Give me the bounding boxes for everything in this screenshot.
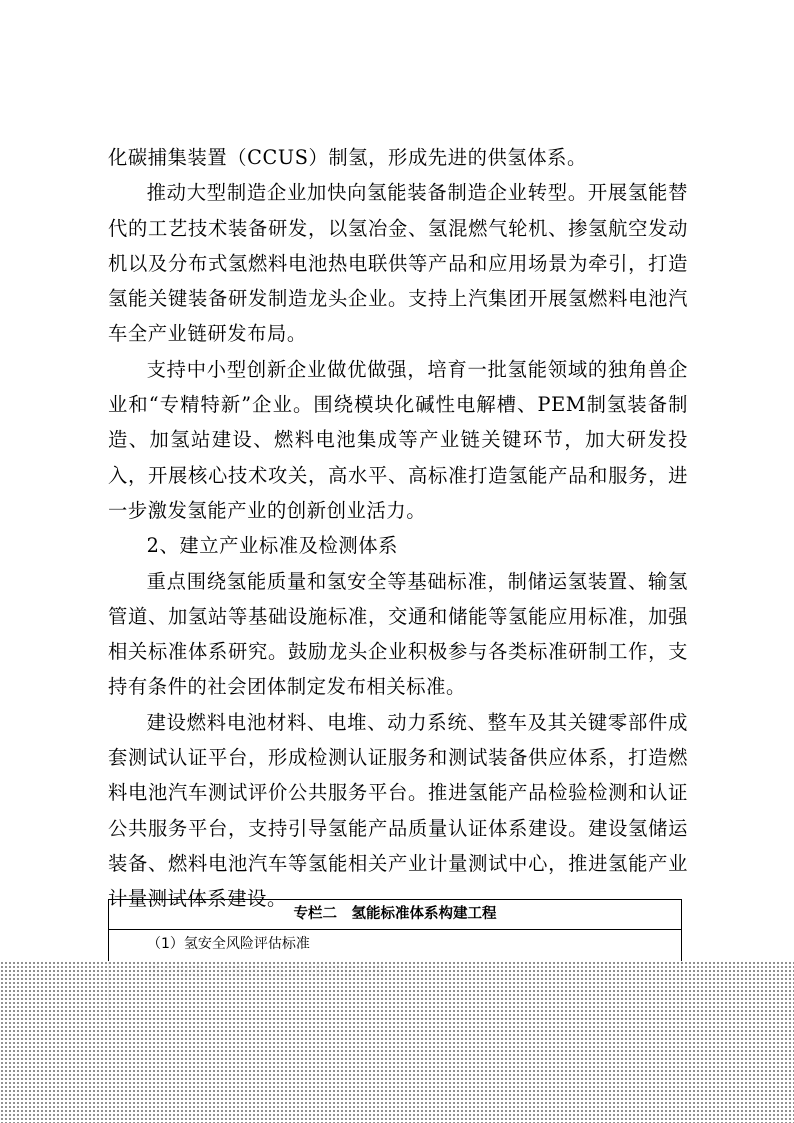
paragraph: 推动大型制造企业加快向氢能装备制造企业转型。开展氢能替代的工艺技术装备研发，以氢冶金、氢混燃气轮机、掺氢航空发动机以及分布式氢燃料电池热电联供等产品和应用场景为牵引，打造氢能关键装备研发制造龙头企业。支持上汽集团开展氢燃料电池汽车全产业链研发布局。: [108, 181, 688, 346]
body-text: [108, 140, 688, 917]
paragraph-continuation: 化碳捕集装置（CCUS）制氢，形成先进的供氢体系。: [108, 146, 587, 169]
section-heading: 2、建立产业标准及检测体系: [146, 534, 399, 558]
box-item: （1）氢安全风险评估标准: [147, 936, 310, 952]
paragraph: 支持中小型创新企业做优做强，培育一批氢能领域的独角兽企业和“专精特新”企业。围绕模块化碱性电解槽、PEM制氢装备制造、加氢站建设、燃料电池集成等产业链关键环节，加大研发投入，开展核心技术攻关，高水平、高标准打造氢能产品和服务，进一步激发氢能产业的创新创业活力。: [108, 357, 688, 522]
box-title: 专栏二 氢能标准体系构建工程: [109, 900, 681, 930]
paragraph: 重点围绕氢能质量和氢安全等基础标准，制储运氢装置、输氢管道、加氢站等基础设施标准，交通和储能等氢能应用标准，加强相关标准体系研究。鼓励龙头企业积极参与各类标准研制工作，支持有条件的社会团体制定发布相关标准。: [108, 569, 688, 699]
dotted-overlay: [0, 961, 794, 1123]
paragraph: 建设燃料电池材料、电堆、动力系统、整车及其关键零部件成套测试认证平台，形成检测认证服务和测试装备供应体系，打造燃料电池汽车测试评价公共服务平台。推进氢能产品检验检测和认证公共服务平台，支持引导氢能产品质量认证体系建设。建设氢储运装备、燃料电池汽车等氢能相关产业计量测试中心，推进氢能产业计量测试体系建设。: [108, 710, 688, 911]
